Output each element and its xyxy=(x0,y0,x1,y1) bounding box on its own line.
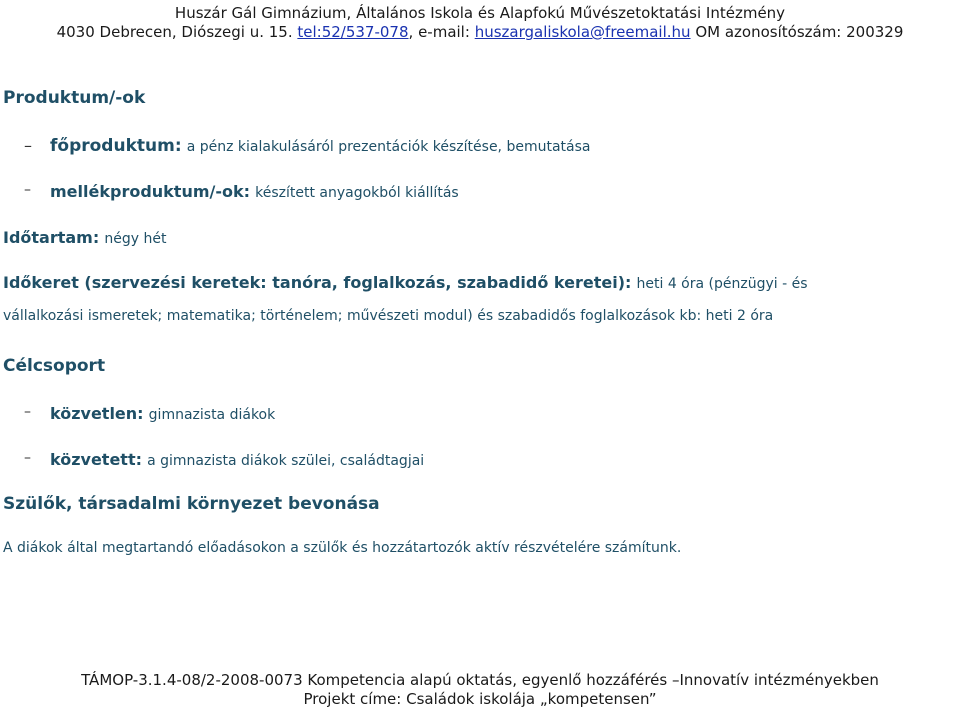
side-product-text: készített anyagokból kiállítás xyxy=(255,185,459,201)
school-name: Huszár Gál Gimnázium, Általános Iskola és Alapfokú Művészetoktatási Intézmény xyxy=(174,4,786,22)
duration-label: Időtartam: xyxy=(3,228,100,247)
products-heading: Produktum/-ok xyxy=(3,88,146,108)
target-heading: Célcsoport xyxy=(3,356,106,376)
list-item xyxy=(0,136,960,158)
indirect-target-text: a gimnazista diákok szülei, családtagjai xyxy=(147,453,425,469)
footer-project-title: Projekt címe: Családok iskolája „kompetensen” xyxy=(303,690,657,708)
email-label: , e-mail: xyxy=(408,23,470,41)
main-product-label: főproduktum: xyxy=(50,136,182,156)
list-item xyxy=(0,450,960,472)
direct-target-text: gimnazista diákok xyxy=(148,407,276,423)
indirect-target-label: közvetett: xyxy=(50,450,142,469)
side-product-label: mellékproduktum/-ok: xyxy=(50,182,251,201)
phone-link[interactable]: tel:52/537-078 xyxy=(297,23,409,41)
dash-bullet: – xyxy=(24,182,31,198)
footer-project-code: TÁMOP-3.1.4-08/2-2008-0073 Kompetencia alapú oktatás, egyenlő hozzáférés –Innovatív intézményekben xyxy=(81,671,879,689)
timeframe-value: heti 4 óra (pénzügyi - és xyxy=(636,276,808,292)
timeframe-value-cont: vállalkozási ismeretek; matematika; történelem; művészeti modul) és szabadidős foglalkozások kb: heti 2 óra xyxy=(3,308,774,324)
direct-target-label: közvetlen: xyxy=(50,404,144,423)
timeframe-label: Időkeret (szervezési keretek: tanóra, foglalkozás, szabadidő keretei): xyxy=(3,273,632,292)
timeframe-line xyxy=(3,273,808,292)
email-link[interactable]: huszargaliskola@freemail.hu xyxy=(474,23,691,41)
parents-text: A diákok által megtartandó előadásokon a szülők és hozzátartozók aktív részvételére számítunk. xyxy=(3,540,682,556)
dash-bullet: – xyxy=(24,136,32,155)
main-product-text: a pénz kialakulásáról prezentációk készítése, bemutatása xyxy=(186,139,591,155)
parents-heading: Szülők, társadalmi környezet bevonása xyxy=(3,494,380,514)
dash-bullet: – xyxy=(24,450,31,466)
school-contact-line xyxy=(0,23,960,41)
list-item xyxy=(0,182,960,204)
duration-value: négy hét xyxy=(104,231,167,247)
address: 4030 Debrecen, Diószegi u. 15. xyxy=(56,23,293,41)
duration-line xyxy=(3,228,166,247)
dash-bullet: – xyxy=(24,404,31,420)
om-id: OM azonosítószám: 200329 xyxy=(695,23,904,41)
list-item xyxy=(0,404,960,426)
